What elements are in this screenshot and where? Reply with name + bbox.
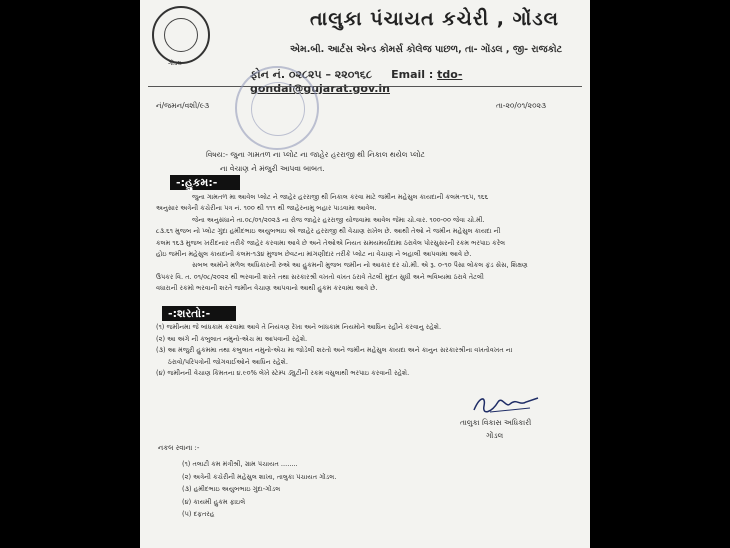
email-label: Email :	[391, 68, 434, 81]
signature-mark	[470, 392, 542, 416]
subject-block	[206, 148, 425, 176]
copy-item: (૧) તલાટી કમ મંત્રીશ્રી, ગ્રામ પંચાયત ........	[182, 460, 298, 468]
conditions-heading: -:શરતો:-	[162, 306, 236, 321]
office-stamp	[235, 66, 319, 150]
body-line: વધારાની રકમો ભરવાની શરતે જમીન વેચાણ આપવાનો આથી હુકમ કરવામા આવે છે.	[156, 284, 378, 293]
panchayat-seal-logo	[152, 6, 210, 64]
copy-item: (૫) દફતરહ	[182, 510, 215, 519]
order-body	[156, 192, 576, 295]
copy-list	[182, 458, 336, 521]
document-page	[140, 0, 590, 548]
conditions-list	[156, 322, 576, 380]
email-address: tdo-gondal@gujarat.gov.in	[250, 68, 463, 95]
condition-item: (૩) આ મંજુરી હુકમમા તથા કબુલાત નમુનો-એચ મા જોડેલી શરતો અને જમીન મહેસુલ કાયદા અને કાનુન સરકારશ્રીના વખતોવખત ના	[156, 346, 513, 355]
signatory-place: ગોંડલ	[486, 431, 504, 440]
copy-item: (૨) અત્રેની કચેરીની મહેસુલ શાખા, તાલુકા પંચાયત ગોંડલ.	[182, 472, 337, 481]
body-line: ઉપકર વિ. ત. ૦૧/૦૮/૨૦૨૨ થી ભરવાની શરતે તથા સરકારશ્રી વખતો વખત ઠરાવે તેટલી મુદત સુધી અને ભવિષ્યમા ઠરાવે તેટલી	[156, 272, 484, 281]
condition-item: (૧) જમીનમા જે બાંધકામ કરવામા આવે તે નિયંત્રણ રેખા અને બાંધકામ નિયમોને આધિન રહીને કરવાનુ રહેશે.	[156, 323, 442, 331]
body-line: જેના અનુસંધાને તા.૦૮/૦૧/૨૦૨૩ ના રોજ જાહેર હરરાજી યોજવામા આવેલ જેમા ચો.વાર. ૧૦૦-૦૦ જેવા ચો.મી.	[192, 215, 485, 224]
body-line: અનુસાર અત્રેની કચેરીના પત્ર નં. ૧૦૦ થી ૧૧૧ થી જાહેરનામુ બહાર પાડવામા આવેલ.	[156, 204, 377, 213]
subject-line: વિષય:- જુના ગામતળ ના પ્લોટ ના જાહેર હરરાજી થી નિકાલ થયેલ પ્લોટ	[206, 150, 425, 159]
copy-heading: નકલ રવાના :-	[158, 444, 200, 452]
copy-item: (૪) કાયમી હુકમ ફાઇલે	[182, 497, 246, 506]
condition-item: (૨) આ અંગે ની કબુલાત નમુનો-એચ મા આપવાની રહેશે.	[156, 334, 308, 343]
body-line: સબબ અમોને મળેલ અધિકારની રુએ આ હુકમની મુજબ જમીન નો આકાર દર ચો.મી. એ રૂ. ૦-૧૦ પૈસા લોકલ ફંડ સેસ, શિક્ષણ	[192, 261, 528, 270]
letter-date: તા-૨૦/૦૧/૨૦૨૩	[496, 101, 546, 110]
body-line: હોઇ જમીન મહેસુલ કાયદાની કલમ-૧૩૪ મુજબ છેવટના માંગણીદાર તરીકે પ્લોટ ના વેચાણ ને બહાલી આપવામા આવે છે.	[156, 250, 472, 259]
copy-item: (૩) હમીદભાઇ અયુબભાઇ ગુંદા-ગોંડલ	[182, 485, 281, 494]
condition-item: ઠરાવો/પરિપત્રોની જોગવાઈઓને આધિન રહેશે.	[168, 357, 288, 366]
order-heading: -:હુકમ:-	[170, 175, 240, 190]
office-address: એમ.બી. આર્ટસ એન્ડ કોમર્સ કોલેજ પાછળ, તા- ગોંડલ , જી- રાજકોટ	[290, 44, 563, 55]
header-divider	[148, 86, 582, 87]
condition-item: (૪) જમીનની વેચાણ કિંમતના ૪.૯૦% લેખે સ્ટેમ્પ ડ્યુટીની રકમ વસુલાથી ભરપાઇ કરવાની રહેશે.	[156, 369, 410, 378]
subject-line: ના વેચાણ ને મંજુરી આપવા બાબત.	[220, 164, 325, 173]
body-line: ૮૩.૬૧ મુજબ નો પ્લોટ ગુંદા હમીદભાઇ અયુબભાઇ એ જાહેર હરરાજી થી વેચાણ રાખેલ છે. આથી તેઓ ને જમીન મહેસુલ કાયદા ની	[156, 227, 501, 236]
reference-number: નં/જમન/વશી/૯૩	[156, 101, 210, 110]
signatory-title: તાલુકા વિકાસ અધિકારી	[460, 418, 532, 427]
body-line: જુના ગામતળ મા આવેલ પ્લોટ ને જાહેર હરરાજી થી નિકાલ કરવા માટે જમીન મહેસુલ કાયદાની કલમ-૧૬૫, ૧૬૬	[192, 193, 489, 201]
body-line: કલમ ૧૬૩ મુજબ ખરીદનાર તરીકે જાહેર કરવામા આવે છે અને તેઓએ નિયત સમયમર્યાદામા ઠરાવેલ પોરસુસરની રકમ ભરપાઇ કરેલ	[156, 238, 506, 247]
office-title: તાલુકા પંચાયત કચેરી , ગોંડલ	[310, 8, 559, 30]
phone-number: ફોન નં. ૦૨૮૨૫ – ૨૨૦૧૬૮	[250, 68, 372, 81]
seal-caption: ગોંડલ	[168, 60, 182, 67]
